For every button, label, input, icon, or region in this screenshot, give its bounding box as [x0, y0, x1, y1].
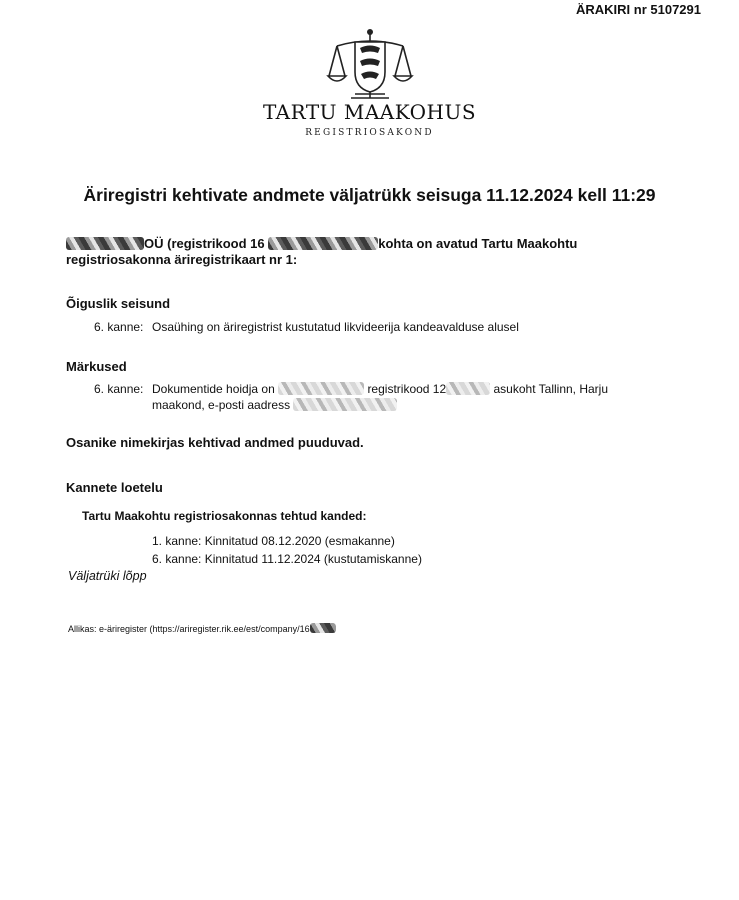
notes-text-part3: asukoht Tallinn, Harju [493, 382, 609, 396]
notes-text-part2: registrikood 12 [367, 382, 447, 396]
source-text: Allikas: e-äriregister (https://ariregister.rik.ee/est/company/16 [68, 624, 310, 634]
list-item: 1. kanne: Kinnitatud 08.12.2020 (esmakanne) [152, 534, 395, 548]
entry-text: Osaühing on äriregistrist kustutatud likvideerija kandeavalduse alusel [152, 320, 519, 334]
notes-text-line2: maakond, e-posti aadress [152, 398, 291, 412]
entries-list [152, 532, 422, 568]
intro-paragraph [66, 236, 636, 268]
entries-subheading: Tartu Maakohtu registriosakonnas tehtud kanded: [82, 509, 367, 523]
redacted-holder-code [446, 382, 490, 395]
redacted-document-holder [278, 382, 364, 395]
redacted-company-name [66, 237, 144, 250]
intro-company-text: OÜ (registrikood 16 [144, 236, 265, 251]
court-scales-coat-of-arms-icon [325, 28, 415, 100]
notes-entry [94, 381, 654, 413]
entries-heading: Kannete loetelu [66, 480, 163, 495]
notes-heading: Märkused [66, 359, 127, 374]
entry-text [152, 381, 632, 413]
department-name: REGISTRIOSAKOND [305, 128, 434, 138]
entry-label: 6. kanne: [94, 382, 144, 396]
notes-text-part1: Dokumentide hoidja on [152, 382, 275, 396]
court-name: TARTU MAAKOHUS [262, 100, 477, 124]
source-line [68, 623, 336, 634]
extract-number: ÄRAKIRI nr 5107291 [576, 2, 701, 17]
legal-status-heading: Õiguslik seisund [66, 296, 171, 311]
redacted-registry-code [268, 237, 378, 250]
list-item: 6. kanne: Kinnitatud 11.12.2024 (kustutamiskanne) [152, 552, 422, 566]
shareholders-note: Osanike nimekirjas kehtivad andmed puuduvad. [66, 435, 364, 450]
redacted-source-id [310, 623, 336, 633]
entry-label: 6. kanne: [94, 320, 144, 334]
intro-after-code-text: kohta on avatud Tartu Maakohtu [378, 236, 578, 251]
page-title: Äriregistri kehtivate andmete väljatrükk seisuga 11.12.2024 kell 11:29 [83, 185, 656, 205]
end-of-extract: Väljatrüki lõpp [68, 569, 147, 583]
legal-status-entry [94, 319, 654, 335]
intro-line2: registriosakonna äriregistrikaart nr 1: [66, 252, 298, 267]
redacted-email [293, 398, 397, 411]
